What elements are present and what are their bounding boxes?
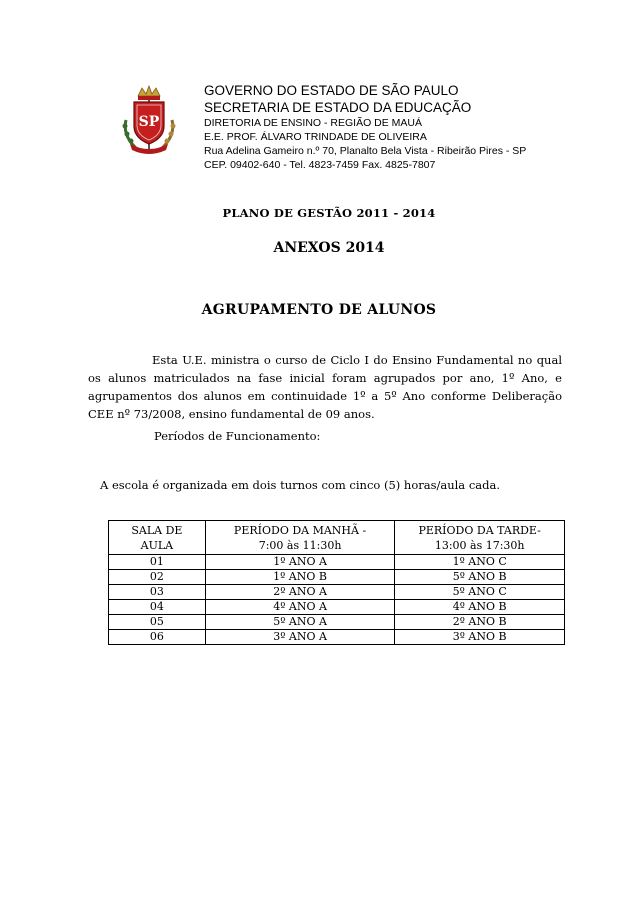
header-secretariat: SECRETARIA DE ESTADO DA EDUCAÇÃO	[204, 100, 472, 115]
crest-letters: SP	[138, 114, 160, 130]
afternoon-cell: 5º ANO C	[395, 585, 565, 600]
intro-paragraph	[88, 351, 562, 423]
header-morning	[205, 521, 395, 555]
letterhead	[204, 82, 526, 172]
header-afternoon-time: 13:00 às 17:30h	[434, 539, 525, 552]
header-address: Rua Adelina Gameiro n.º 70, Planalto Bela Vista - Ribeirão Pires - SP	[204, 145, 527, 157]
morning-cell: 1º ANO B	[205, 570, 395, 585]
morning-cell: 3º ANO A	[205, 630, 395, 645]
table-row	[109, 585, 565, 600]
table-row	[109, 555, 565, 570]
state-coat-of-arms-icon	[116, 80, 182, 156]
afternoon-cell: 1º ANO C	[395, 555, 565, 570]
afternoon-cell: 3º ANO B	[395, 630, 565, 645]
room-cell: 03	[109, 585, 206, 600]
intro-paragraph-text: Esta U.E. ministra o curso de Ciclo I do Ensino Fundamental no qual os alunos matriculados na fase inicial foram agrupados por ano, 1º Ano, e agrupamentos dos alunos em continuidade 1º a 5º Ano conforme Deliberação CEE nº 73/2008, ensino fundamental de 09 anos.	[88, 353, 562, 421]
morning-cell: 5º ANO A	[205, 615, 395, 630]
school-note: A escola é organizada em dois turnos com cinco (5) horas/aula cada.	[100, 478, 500, 492]
afternoon-cell: 2º ANO B	[395, 615, 565, 630]
table-row	[109, 630, 565, 645]
table-row	[109, 600, 565, 615]
morning-cell: 2º ANO A	[205, 585, 395, 600]
header-classroom-sub: AULA	[140, 539, 174, 552]
room-cell: 06	[109, 630, 206, 645]
header-classroom-title: SALA DE	[131, 524, 183, 537]
morning-cell: 1º ANO A	[205, 555, 395, 570]
plan-title-text: PLANO DE GESTÃO 2011 - 2014	[222, 206, 436, 220]
class-grouping-table	[108, 520, 565, 645]
header-directorate: DIRETORIA DE ENSINO - REGIÃO DE MAUÁ	[204, 117, 423, 129]
room-cell: 01	[109, 555, 206, 570]
afternoon-cell: 5º ANO B	[395, 570, 565, 585]
header-government: GOVERNO DO ESTADO DE SÃO PAULO	[204, 83, 459, 98]
afternoon-cell: 4º ANO B	[395, 600, 565, 615]
header-afternoon	[395, 521, 565, 555]
room-cell: 05	[109, 615, 206, 630]
header-morning-title: PERÍODO DA MANHÃ -	[233, 524, 367, 537]
header-school-name: E.E. PROF. ÁLVARO TRINDADE DE OLIVEIRA	[204, 131, 427, 143]
header-afternoon-title: PERÍODO DA TARDE-	[418, 524, 541, 537]
table-header-row	[109, 521, 565, 555]
morning-cell: 4º ANO A	[205, 600, 395, 615]
section-title: AGRUPAMENTO DE ALUNOS	[201, 302, 437, 318]
anexos-title: ANEXOS 2014	[273, 240, 385, 256]
header-classroom	[109, 521, 206, 555]
plan-title	[0, 206, 638, 220]
table-row	[109, 615, 565, 630]
room-cell: 02	[109, 570, 206, 585]
room-cell: 04	[109, 600, 206, 615]
header-contact: CEP. 09402-640 - Tel. 4823-7459 Fax. 4825-7807	[204, 159, 436, 171]
header-morning-time: 7:00 às 11:30h	[258, 539, 342, 552]
table-row	[109, 570, 565, 585]
periods-label: Períodos de Funcionamento:	[154, 429, 321, 443]
